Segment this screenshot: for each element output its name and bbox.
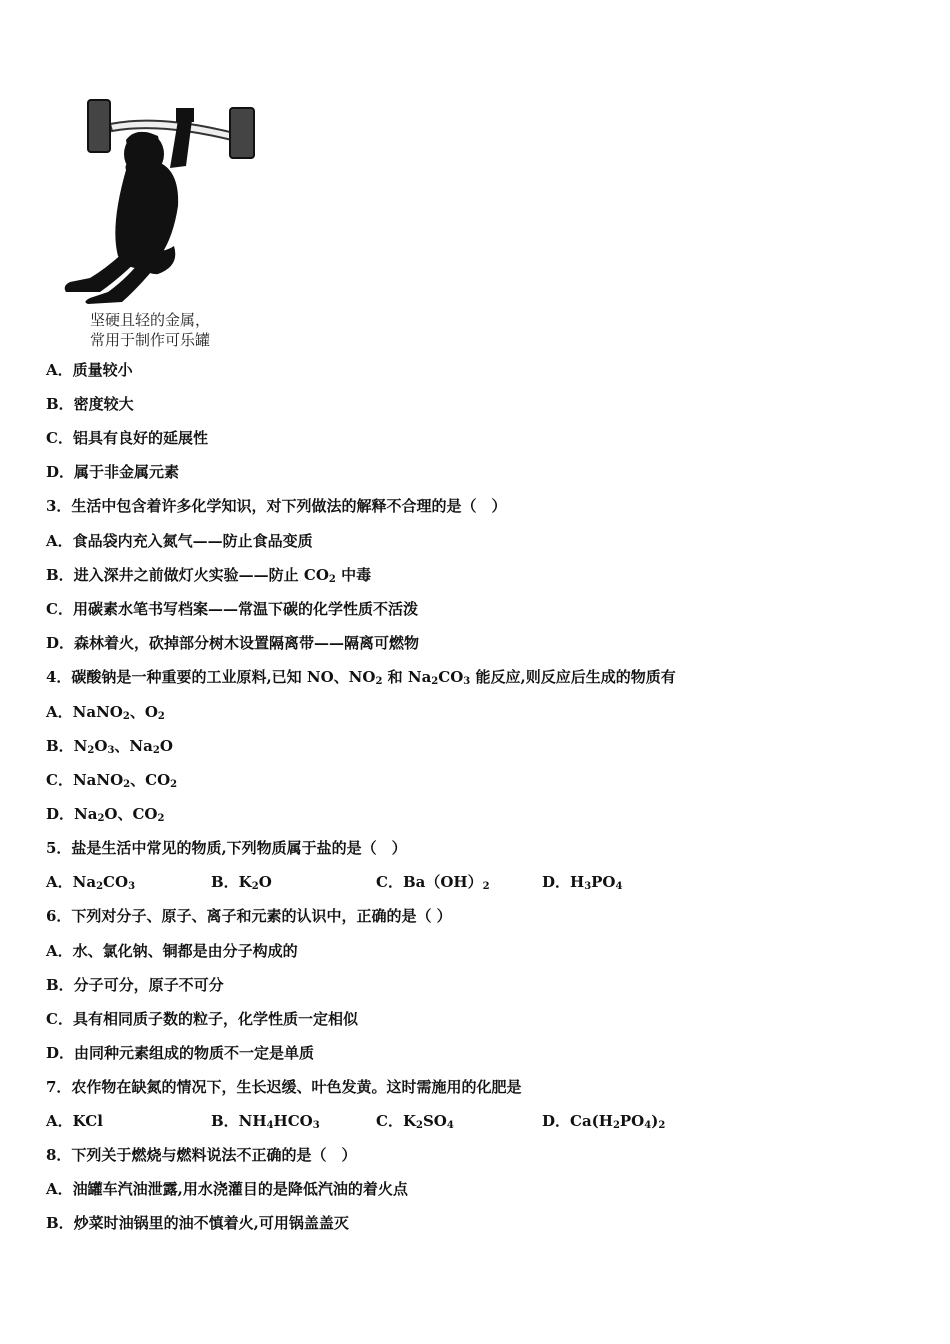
q7-option-a: A．KCl [46, 1112, 103, 1130]
q5-options [46, 872, 906, 892]
q7-c-sub2: 4 [446, 1120, 454, 1131]
q7-options [46, 1111, 906, 1131]
q4-stem-4: 能反应,则反应后生成的物质有 [470, 668, 676, 686]
q3-b-tail: 中毒 [335, 566, 372, 584]
q6-option-b: B．分子可分，原子不可分 [46, 976, 224, 994]
q5-d-sub1: 3 [584, 881, 592, 892]
q7-d-3: ) [651, 1112, 659, 1130]
q7-d-2: PO [619, 1112, 645, 1130]
q7-b-sub1: 4 [266, 1120, 274, 1131]
q4-a-sub1: 2 [122, 711, 130, 722]
q8-option-b: B．炒菜时油锅里的油不慎着火,可用锅盖盖灭 [46, 1214, 349, 1232]
q8-stem: 8．下列关于燃烧与燃料说法不正确的是（ ） [46, 1146, 357, 1164]
q7-b-1: B．NH [211, 1112, 267, 1130]
q5-d-sub2: 4 [615, 881, 623, 892]
figure-caption-line2: 常用于制作可乐罐 [90, 331, 211, 349]
q4-b-1: B．N [46, 737, 88, 755]
q4-c-2: 、CO [130, 771, 171, 789]
q3-b-sub: 2 [328, 574, 336, 585]
figure-caption-line1: 坚硬且轻的金属， [90, 311, 211, 329]
q4-d-1: D．Na [46, 805, 98, 823]
q4-b-3: 、Na [114, 737, 153, 755]
weightlifter-figure [40, 96, 270, 349]
q5-b-sub: 2 [251, 881, 259, 892]
q6-option-d: D．由同种元素组成的物质不一定是单质 [46, 1044, 315, 1062]
q5-a-sub2: 3 [128, 881, 136, 892]
q2-option-a: A．质量较小 [46, 361, 133, 379]
q4-d-2: O、CO [104, 805, 158, 823]
q4-a-1: A．NaNO [46, 703, 123, 721]
q5-a-2: CO [103, 873, 129, 891]
q2-option-b: B．密度较大 [46, 395, 134, 413]
q4-b-4: O [159, 737, 173, 755]
q4-b-sub2: 3 [107, 745, 115, 756]
q5-c-1: C．Ba（OH） [376, 873, 483, 891]
q7-stem: 7．农作物在缺氮的情况下，生长迟缓、叶色发黄。这时需施用的化肥是 [46, 1078, 522, 1096]
q5-option-a [46, 872, 135, 892]
q5-a-sub1: 2 [96, 881, 104, 892]
q4-a-2: 、O [129, 703, 158, 721]
q4-stem-sub3: 3 [463, 676, 471, 687]
q4-stem-3: CO [438, 668, 464, 686]
q3-stem: 3．生活中包含着许多化学知识，对下列做法的解释不合理的是（ ） [46, 497, 507, 515]
q7-b-sub2: 3 [312, 1120, 320, 1131]
q2-option-d: D．属于非金属元素 [46, 463, 180, 481]
q5-d-2: PO [591, 873, 616, 891]
q3-option-b [46, 565, 371, 585]
q5-option-d [542, 872, 622, 892]
q4-c-1: C．NaNO [46, 771, 124, 789]
q5-b-1: B．K [211, 873, 252, 891]
q8-option-a: A．油罐车汽油泄露,用水浇灌目的是降低汽油的着火点 [46, 1180, 408, 1198]
q3-b-text: B．进入深井之前做灯火实验——防止 CO [46, 566, 329, 584]
q5-option-c [376, 872, 490, 892]
q7-d-sub3: 2 [658, 1120, 666, 1131]
q4-option-d [46, 804, 164, 824]
q6-option-c: C．具有相同质子数的粒子，化学性质一定相似 [46, 1010, 358, 1028]
q4-b-sub3: 2 [152, 745, 160, 756]
q4-option-b [46, 736, 173, 756]
q7-b-2: HCO [273, 1112, 313, 1130]
q6-option-a: A．水、氯化钠、铜都是由分子构成的 [46, 942, 298, 960]
q5-a-1: A．Na [46, 873, 97, 891]
q3-option-d: D．森林着火，砍掉部分树木设置隔离带——隔离可燃物 [46, 634, 420, 652]
q4-b-2: O [94, 737, 108, 755]
q3-option-a: A．食品袋内充入氮气——防止食品变质 [46, 532, 313, 550]
q7-option-b [211, 1111, 320, 1131]
q7-c-1: C．K [376, 1112, 416, 1130]
q4-option-c [46, 770, 177, 790]
q7-d-sub1: 2 [612, 1120, 620, 1131]
q6-stem: 6．下列对分子、原子、离子和元素的认识中，正确的是（ ） [46, 907, 452, 925]
q4-b-sub1: 2 [87, 745, 95, 756]
q4-stem [46, 667, 676, 687]
q4-d-sub1: 2 [97, 813, 105, 824]
q5-b-2: O [258, 873, 272, 891]
q5-d-1: D．H [542, 873, 585, 891]
q4-c-sub2: 2 [170, 779, 178, 790]
q4-stem-sub1: 2 [375, 676, 383, 687]
q7-d-1: D．Ca(H [542, 1112, 613, 1130]
q5-option-b [211, 872, 272, 892]
q7-c-sub1: 2 [415, 1120, 423, 1131]
q4-option-a [46, 702, 165, 722]
q4-stem-sub2: 2 [431, 676, 439, 687]
q5-stem: 5．盐是生活中常见的物质,下列物质属于盐的是（ ） [46, 839, 407, 857]
q5-c-sub: 2 [482, 881, 490, 892]
figure-caption [90, 310, 290, 350]
q4-stem-1: 4．碳酸钠是一种重要的工业原料,已知 NO、NO [46, 668, 376, 686]
q4-c-sub1: 2 [123, 779, 131, 790]
q7-option-c [376, 1111, 454, 1131]
q4-stem-2: 和 Na [382, 668, 432, 686]
weightlifter-illustration [40, 96, 270, 346]
q7-d-sub2: 4 [644, 1120, 652, 1131]
q7-c-2: SO [422, 1112, 447, 1130]
q4-a-sub2: 2 [157, 711, 165, 722]
q7-option-d [542, 1111, 665, 1131]
q2-option-c: C．铝具有良好的延展性 [46, 429, 208, 447]
q4-d-sub2: 2 [157, 813, 165, 824]
q3-option-c: C．用碳素水笔书写档案——常温下碳的化学性质不活泼 [46, 600, 418, 618]
